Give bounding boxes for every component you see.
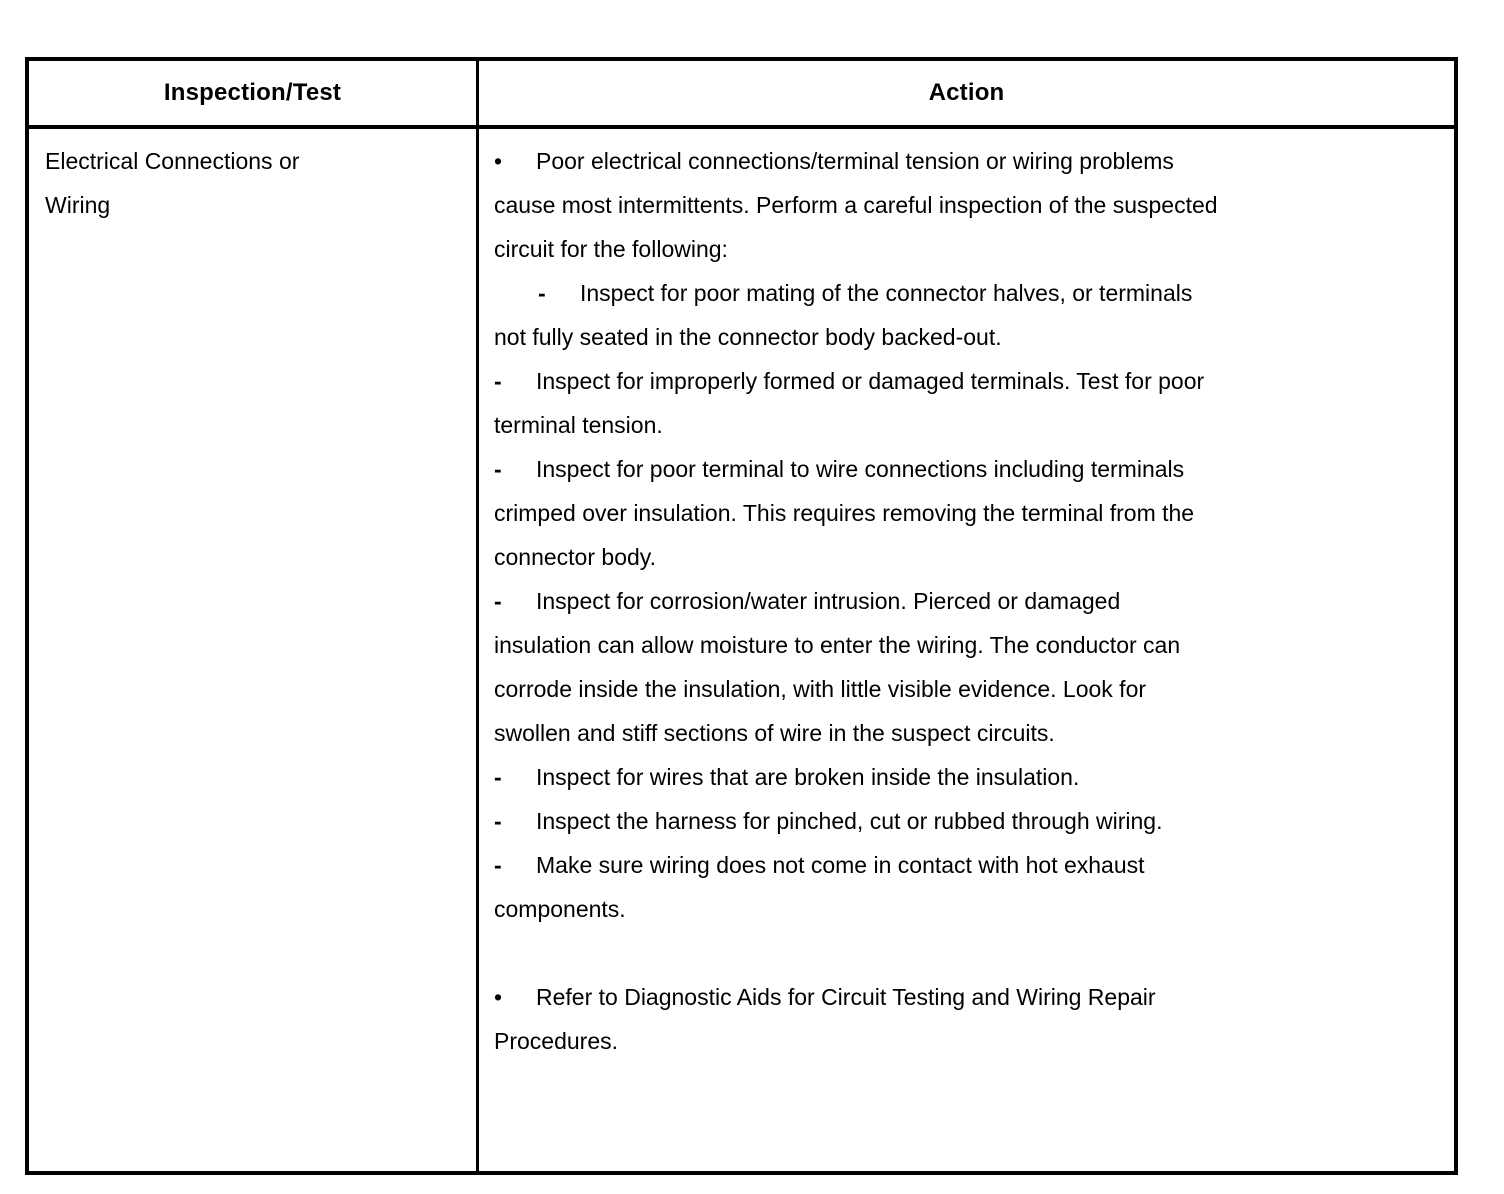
inspection-line: Electrical Connections or [45, 148, 300, 174]
action-cell [479, 129, 1454, 1171]
dash-marker: - [494, 764, 502, 790]
action-item-text: Refer to Diagnostic Aids for Circuit Testing and Wiring Repair [536, 984, 1156, 1010]
action-item-line [494, 271, 1359, 315]
action-item-line [494, 755, 1359, 799]
table-body-row [29, 129, 1454, 1171]
dash-marker: - [494, 456, 502, 482]
action-item-text: Make sure wiring does not come in contact with hot exhaust [536, 852, 1145, 878]
action-item-line [494, 359, 1359, 403]
inspection-line: Wiring [45, 192, 111, 218]
action-item-text: Inspect for improperly formed or damaged terminals. Test for poor [536, 368, 1205, 394]
dash-marker: - [494, 588, 502, 614]
action-item-text: Poor electrical connections/terminal tension or wiring problems [536, 148, 1174, 174]
action-item-line [494, 139, 1359, 183]
dash-marker: - [494, 852, 502, 878]
header-inspection-test: Inspection/Test [29, 61, 479, 125]
action-item-line: insulation can allow moisture to enter the wiring. The conductor can [494, 632, 1181, 658]
inspection-cell [29, 129, 479, 1171]
action-item [494, 447, 1359, 579]
header-action: Action [928, 79, 1005, 106]
action-item [494, 271, 1359, 359]
inspection-action-table [25, 57, 1458, 1175]
action-item-line: connector body. [494, 544, 656, 570]
action-item-line: Procedures. [494, 1028, 619, 1054]
bullet-marker: • [494, 984, 503, 1010]
action-item-line: components. [494, 896, 626, 922]
action-item-line [494, 579, 1359, 623]
action-item [494, 975, 1359, 1063]
dash-marker: - [538, 280, 546, 306]
action-item-line: not fully seated in the connector body backed-out. [494, 324, 1002, 350]
action-item-line: cause most intermittents. Perform a careful inspection of the suspected [494, 192, 1218, 218]
action-item-line: swollen and stiff sections of wire in the suspect circuits. [494, 720, 1055, 746]
action-item-line: corrode inside the insulation, with little visible evidence. Look for [494, 676, 1147, 702]
action-item-line: crimped over insulation. This requires removing the terminal from the [494, 500, 1195, 526]
action-item [494, 755, 1359, 799]
action-item [494, 359, 1359, 447]
action-item-line [494, 975, 1359, 1019]
bullet-marker: • [494, 148, 503, 174]
action-item-line: terminal tension. [494, 412, 663, 438]
action-item [494, 799, 1359, 843]
action-item-line [494, 447, 1359, 491]
action-item-text: Inspect for poor mating of the connector halves, or terminals [580, 280, 1193, 306]
action-item-text: Inspect the harness for pinched, cut or rubbed through wiring. [536, 808, 1163, 834]
action-item-line [494, 843, 1359, 887]
action-item-text: Inspect for wires that are broken inside the insulation. [536, 764, 1080, 790]
table-header-row [29, 61, 1454, 129]
dash-marker: - [494, 808, 502, 834]
action-item-text: Inspect for corrosion/water intrusion. Pierced or damaged [536, 588, 1121, 614]
action-item [494, 843, 1359, 931]
action-item-text: Inspect for poor terminal to wire connections including terminals [536, 456, 1185, 482]
action-item-line [494, 799, 1359, 843]
action-item-line: circuit for the following: [494, 236, 728, 262]
dash-marker: - [494, 368, 502, 394]
action-item [494, 579, 1359, 755]
action-item [494, 139, 1359, 271]
